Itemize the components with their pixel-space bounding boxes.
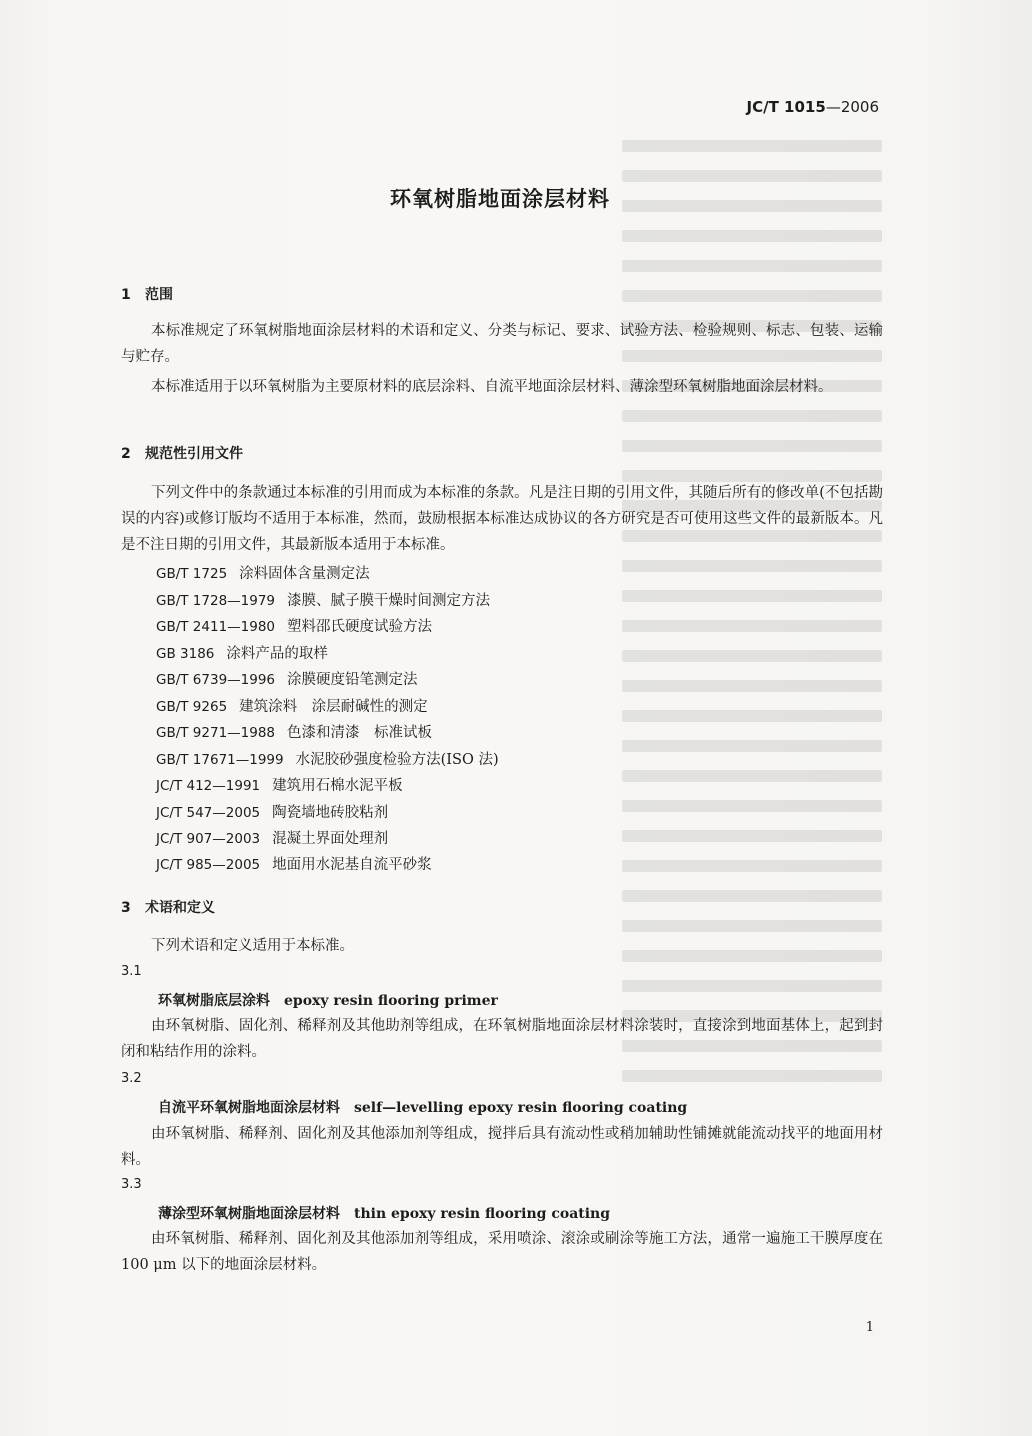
section-title: 规范性引用文件 xyxy=(145,446,243,462)
page-title: 环氧树脂地面涂层材料 xyxy=(390,187,610,211)
reference-code: GB/T 9265 xyxy=(156,699,228,715)
paragraph-text: 由环氧树脂、稀释剂、固化剂及其他添加剂等组成，搅拌后具有流动性或稍加辅助性铺摊就能流动找平的地面用材料。 xyxy=(121,1126,883,1168)
paragraph-text: 下列文件中的条款通过本标准的引用而成为本标准的条款。凡是注日期的引用文件，其随后所有的修改单(不包括勘误的内容)或修订版均不适用于本标准，然而，鼓励根据本标准达成协议的各方研究是否可使用这些文件的最新版本。凡是不注日期的引用文件，其最新版本适用于本标准。 xyxy=(121,485,883,553)
reference-item xyxy=(156,642,328,663)
section-2-heading xyxy=(121,443,243,463)
reference-item xyxy=(156,827,388,848)
paragraph xyxy=(121,374,883,400)
standard-year: —2006 xyxy=(825,98,879,116)
reference-item xyxy=(156,615,432,636)
reference-item xyxy=(156,748,499,769)
section-1-heading xyxy=(121,284,173,304)
paragraph xyxy=(121,480,883,558)
term-chinese: 环氧树脂底层涂料 xyxy=(158,993,270,1009)
reference-code: GB/T 1725 xyxy=(156,566,228,582)
reference-title: 漆膜、腻子膜干燥时间测定方法 xyxy=(287,593,491,609)
reference-title: 混凝土界面处理剂 xyxy=(272,831,389,847)
reference-code: GB/T 17671—1999 xyxy=(156,752,284,768)
reference-code: GB/T 2411—1980 xyxy=(156,619,276,635)
reference-title: 涂料产品的取样 xyxy=(226,646,328,662)
reference-title: 地面用水泥基自流平砂浆 xyxy=(272,857,432,873)
paragraph xyxy=(121,1226,883,1278)
paragraph-text: 本标准规定了环氧树脂地面涂层材料的术语和定义、分类与标记、要求、试验方法、检验规则、标志、包装、运输与贮存。 xyxy=(121,323,883,365)
term-heading xyxy=(158,990,498,1010)
reference-item xyxy=(156,589,490,610)
reference-item xyxy=(156,562,370,583)
paragraph-text: 下列术语和定义适用于本标准。 xyxy=(151,938,354,954)
term-chinese: 自流平环氧树脂地面涂层材料 xyxy=(158,1100,340,1116)
section-number: 3 xyxy=(121,900,131,916)
term-heading xyxy=(158,1203,610,1223)
reference-code: JC/T 412—1991 xyxy=(156,778,261,794)
page-number: 1 xyxy=(865,1320,874,1335)
reference-title: 水泥胶砂强度检验方法(ISO 法) xyxy=(295,752,499,768)
clause-number: 3.1 xyxy=(121,964,142,979)
reference-title: 陶瓷墙地砖胶粘剂 xyxy=(272,805,389,821)
reference-item xyxy=(156,853,432,874)
reference-code: GB/T 9271—1988 xyxy=(156,725,276,741)
reference-title: 建筑涂料 涂层耐碱性的测定 xyxy=(239,699,428,715)
reference-item xyxy=(156,774,403,795)
paragraph-text: 本标准适用于以环氧树脂为主要原材料的底层涂料、自流平地面涂层材料、薄涂型环氧树脂地面涂层材料。 xyxy=(151,379,833,395)
clause-number: 3.2 xyxy=(121,1071,142,1086)
reference-code: JC/T 547—2005 xyxy=(156,805,261,821)
reference-code: GB 3186 xyxy=(156,646,215,662)
term-english: thin epoxy resin flooring coating xyxy=(354,1206,611,1222)
reference-code: JC/T 985—2005 xyxy=(156,857,261,873)
section-3-heading xyxy=(121,897,215,917)
reference-code: GB/T 6739—1996 xyxy=(156,672,276,688)
reference-item xyxy=(156,801,388,822)
reference-item xyxy=(156,695,428,716)
section-title: 范围 xyxy=(145,287,173,303)
standard-code xyxy=(747,98,879,116)
reference-title: 建筑用石棉水泥平板 xyxy=(272,778,403,794)
reference-item xyxy=(156,721,432,742)
reference-title: 涂膜硬度铅笔测定法 xyxy=(287,672,418,688)
paragraph xyxy=(121,933,883,959)
standard-code-text: JC/T 1015 xyxy=(746,98,826,116)
term-heading xyxy=(158,1097,687,1117)
reference-item xyxy=(156,668,418,689)
term-english: self—levelling epoxy resin flooring coating xyxy=(354,1100,688,1116)
clause-number: 3.3 xyxy=(121,1177,142,1192)
paragraph xyxy=(121,1121,883,1173)
paragraph-text: 由环氧树脂、固化剂、稀释剂及其他助剂等组成，在环氧树脂地面涂层材料涂装时，直接涂到地面基体上，起到封闭和粘结作用的涂料。 xyxy=(121,1018,883,1060)
reference-title: 涂料固体含量测定法 xyxy=(239,566,370,582)
term-english: epoxy resin flooring primer xyxy=(284,993,498,1009)
reference-title: 塑料邵氏硬度试验方法 xyxy=(287,619,433,635)
paragraph xyxy=(121,318,883,370)
reference-code: GB/T 1728—1979 xyxy=(156,593,276,609)
section-number: 1 xyxy=(121,287,131,303)
section-number: 2 xyxy=(121,446,131,462)
reference-code: JC/T 907—2003 xyxy=(156,831,261,847)
reference-title: 色漆和清漆 标准试板 xyxy=(287,725,433,741)
paragraph-text: 由环氧树脂、稀释剂、固化剂及其他添加剂等组成，采用喷涂、滚涂或刷涂等施工方法，通常一遍施工干膜厚度在100 μm 以下的地面涂层材料。 xyxy=(121,1231,883,1273)
paragraph xyxy=(121,1013,883,1065)
term-chinese: 薄涂型环氧树脂地面涂层材料 xyxy=(158,1206,340,1222)
section-title: 术语和定义 xyxy=(145,900,215,916)
